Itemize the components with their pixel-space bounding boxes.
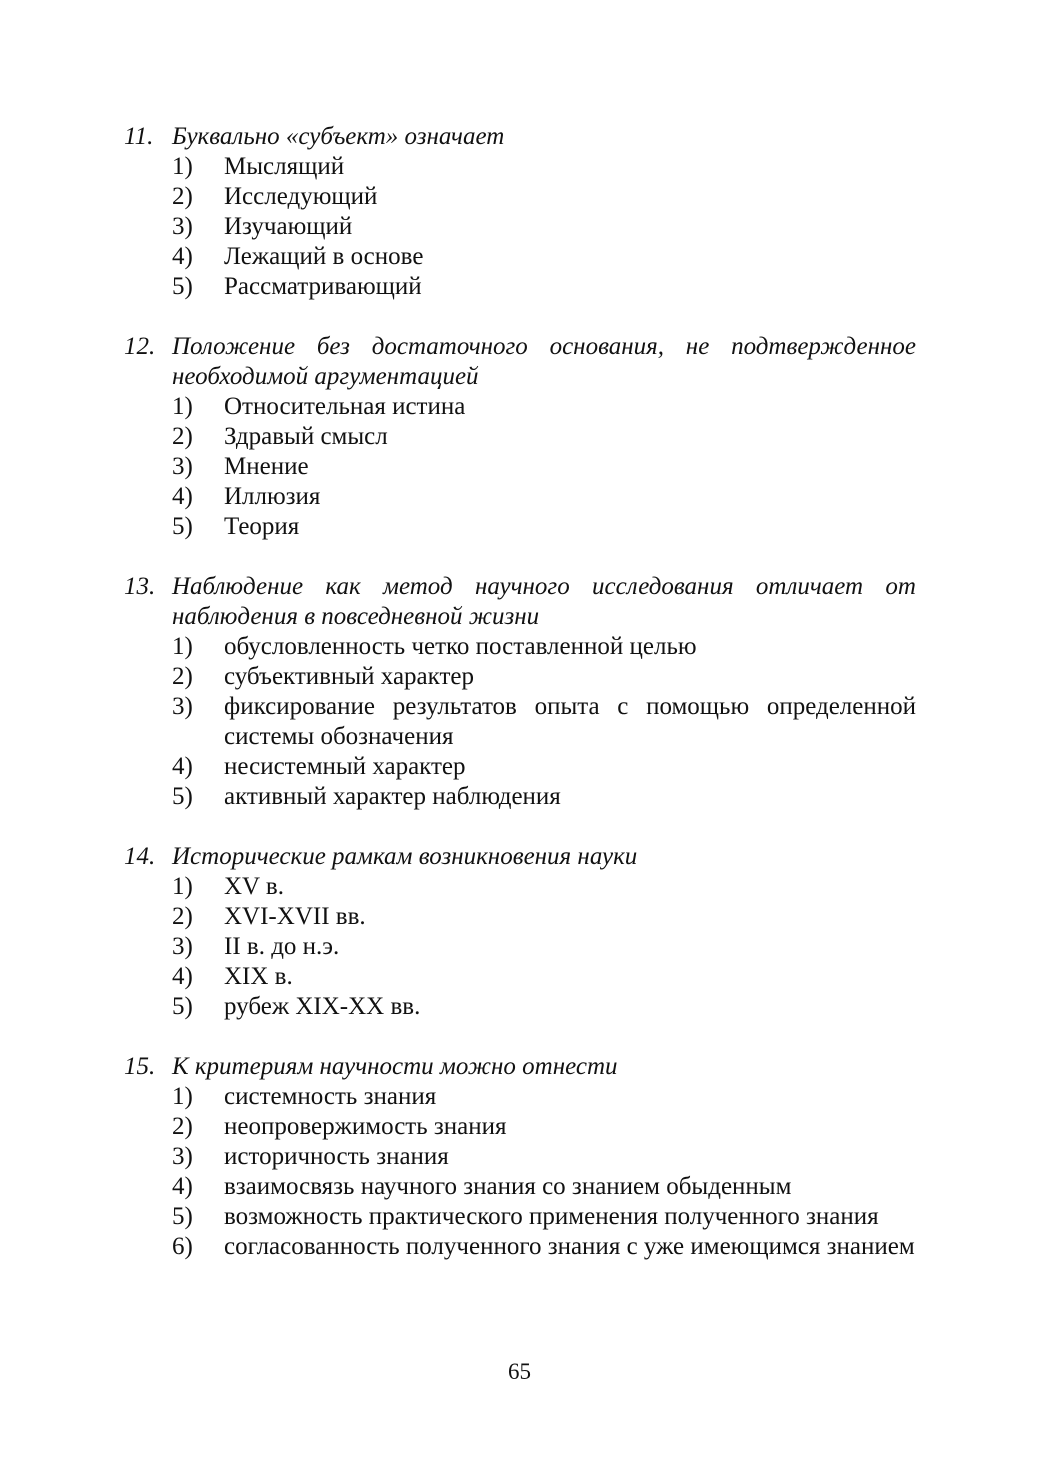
answer-option	[172, 482, 916, 512]
option-number: 2)	[172, 663, 193, 690]
answer-option	[172, 272, 916, 302]
option-text: возможность практического применения полученного знания	[224, 1203, 879, 1230]
option-text: XIX в.	[224, 963, 293, 990]
option-text: субъективный характер	[224, 663, 474, 690]
question-heading	[124, 1052, 916, 1082]
option-number: 4)	[172, 753, 193, 780]
option-number: 4)	[172, 483, 193, 510]
option-text: Иллюзия	[224, 483, 321, 510]
answer-option	[172, 962, 916, 992]
answer-option	[172, 1112, 916, 1142]
option-text: Относительная истина	[224, 393, 466, 420]
answer-options	[124, 152, 916, 302]
option-number: 2)	[172, 903, 193, 930]
answer-option	[172, 872, 916, 902]
answer-option	[172, 182, 916, 212]
option-number: 3)	[172, 1143, 193, 1170]
option-number: 1)	[172, 393, 193, 420]
option-number: 4)	[172, 1173, 193, 1200]
option-text: II в. до н.э.	[224, 933, 340, 960]
answer-option	[172, 632, 916, 662]
option-text: несистемный характер	[224, 753, 466, 780]
question-number: 12.	[124, 333, 156, 360]
option-number: 3)	[172, 693, 193, 720]
option-text: Лежащий в основе	[224, 243, 424, 270]
option-number: 5)	[172, 513, 193, 540]
question-heading	[124, 842, 916, 872]
answer-option	[172, 242, 916, 272]
answer-option	[172, 1082, 916, 1112]
option-text: фиксирование результатов опыта с помощью определенной системы обозначения	[224, 693, 916, 750]
answer-option	[172, 152, 916, 182]
answer-option	[172, 452, 916, 482]
option-number: 5)	[172, 993, 193, 1020]
option-text: Мнение	[224, 453, 309, 480]
question-block	[124, 572, 916, 812]
option-number: 1)	[172, 633, 193, 660]
option-number: 1)	[172, 153, 193, 180]
option-text: Мыслящий	[224, 153, 345, 180]
option-number: 6)	[172, 1233, 193, 1260]
question-heading	[124, 572, 916, 632]
answer-options	[124, 632, 916, 812]
question-heading	[124, 122, 916, 152]
question-block	[124, 1052, 916, 1262]
option-number: 5)	[172, 783, 193, 810]
answer-option	[172, 422, 916, 452]
option-number: 5)	[172, 273, 193, 300]
option-text: Изучающий	[224, 213, 353, 240]
answer-options	[124, 1082, 916, 1262]
option-number: 2)	[172, 1113, 193, 1140]
option-text: взаимосвязь научного знания со знанием обыденным	[224, 1173, 792, 1200]
answer-option	[172, 752, 916, 782]
answer-option	[172, 212, 916, 242]
question-block	[124, 122, 916, 302]
question-block	[124, 332, 916, 542]
question-number: 15.	[124, 1053, 156, 1080]
answer-options	[124, 872, 916, 1022]
option-number: 1)	[172, 1083, 193, 1110]
option-text: неопровержимость знания	[224, 1113, 507, 1140]
option-number: 4)	[172, 963, 193, 990]
option-text: Теория	[224, 513, 300, 540]
option-number: 4)	[172, 243, 193, 270]
answer-option	[172, 512, 916, 542]
option-number: 5)	[172, 1203, 193, 1230]
option-text: Рассматривающий	[224, 273, 422, 300]
answer-options	[124, 392, 916, 542]
option-text: Здравый смысл	[224, 423, 388, 450]
question-number: 14.	[124, 843, 156, 870]
option-text: историчность знания	[224, 1143, 449, 1170]
question-text: Наблюдение как метод научного исследования отличает от наблюдения в повседневной жизни	[172, 573, 916, 630]
answer-option	[172, 782, 916, 812]
question-text: Исторические рамкам возникновения науки	[172, 843, 638, 870]
answer-option	[172, 1232, 916, 1262]
answer-option	[172, 662, 916, 692]
page-number: 65	[508, 1359, 531, 1384]
answer-option	[172, 692, 916, 752]
option-number: 3)	[172, 933, 193, 960]
option-text: XV в.	[224, 873, 284, 900]
answer-option	[172, 1142, 916, 1172]
option-text: XVI-XVII вв.	[224, 903, 366, 930]
question-text: Буквально «субъект» означает	[172, 123, 505, 150]
question-list	[124, 122, 916, 1292]
option-text: согласованность полученного знания с уже имеющимся знанием	[224, 1233, 915, 1260]
question-text: Положение без достаточного основания, не подтвержденное необходимой аргументацией	[172, 333, 916, 390]
option-number: 2)	[172, 423, 193, 450]
question-text: К критериям научности можно отнести	[172, 1053, 618, 1080]
answer-option	[172, 932, 916, 962]
option-number: 1)	[172, 873, 193, 900]
option-text: Исследующий	[224, 183, 378, 210]
option-number: 2)	[172, 183, 193, 210]
question-number: 13.	[124, 573, 156, 600]
question-number: 11.	[124, 123, 154, 150]
option-text: системность знания	[224, 1083, 437, 1110]
option-number: 3)	[172, 213, 193, 240]
answer-option	[172, 392, 916, 422]
question-heading	[124, 332, 916, 392]
option-text: обусловленность четко поставленной целью	[224, 633, 697, 660]
question-block	[124, 842, 916, 1022]
option-text: рубеж XIX-XX вв.	[224, 993, 421, 1020]
option-text: активный характер наблюдения	[224, 783, 561, 810]
answer-option	[172, 1202, 916, 1232]
answer-option	[172, 992, 916, 1022]
answer-option	[172, 902, 916, 932]
option-number: 3)	[172, 453, 193, 480]
answer-option	[172, 1172, 916, 1202]
